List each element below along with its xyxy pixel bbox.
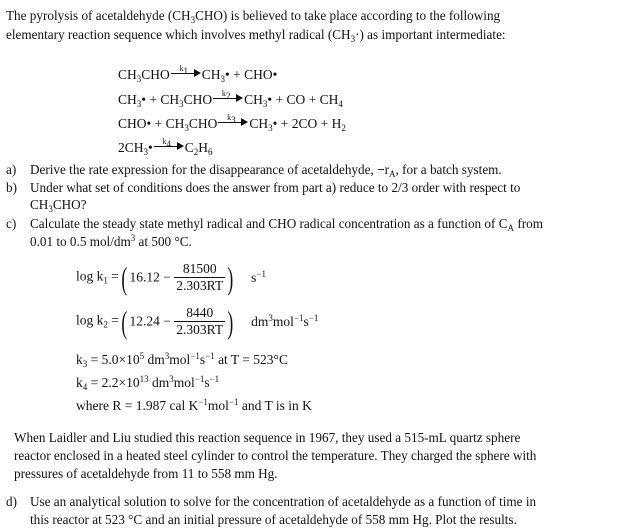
- intro-line-1: The pyrolysis of acetaldehyde $(CH_3CHO)$ is believed to take place according to the following: [6, 8, 501, 25]
- laidler-line-1: When Laidler and Liu studied this reaction sequence in 1967, they used a 515-mL quartz sphere: [14, 430, 521, 445]
- question-c-line-2: 0.01 to 0.5 mol/$dm^3$ at 500 °C.: [30, 233, 192, 249]
- equation-where: where R = 1.987 cal $K^{-1}mol^{-1}$ and T is in K: [76, 397, 312, 413]
- question-c-label: c): [6, 216, 17, 231]
- fraction-k2: $\frac{8440}{2.303RT}$: [176, 305, 224, 337]
- equation-k4: $k_4 = 2.2\times 10^{13}$ $dm^3mol^{-1}s^{-1}$: [76, 374, 220, 392]
- reaction-1: $CH_3CHO$ $k_1$ $CH_3•$ + CHO•: [118, 64, 278, 84]
- question-d-line-1: Use an analytical solution to solve for the concentration of acetaldehyde as a function of time in: [30, 494, 537, 509]
- equation-k3: $k_3 = 5.0\times 10^5$ $dm^3mol^{-1}s^{-1}$ at T = 523°C: [76, 351, 288, 369]
- question-a: Derive the rate expression for the disappearance of acetaldehyde, $-r_A$, for a batch system.: [30, 162, 502, 179]
- question-b-line-1: Under what set of conditions does the answer from part a) reduce to 2/3 order with respect to: [30, 180, 521, 195]
- equation-log-k1: $\log k_1$ =( 16.12 − $\frac{81500}{2.303RT}$ ) $s^{-1}$: [76, 259, 266, 296]
- reaction-3: CHO• + $CH_3CHO$ $k_3$ $CH_3• + 2CO + H_2$: [118, 113, 346, 133]
- question-d-line-2: this reactor at 523 °C and an initial pressure of acetaldehyde of 558 mm Hg. Plot the results.: [30, 512, 517, 527]
- question-c-line-1: Calculate the steady state methyl radical and CHO radical concentration as a function of $C_A$ from: [30, 216, 543, 233]
- equation-log-k2: $\log k_2$ =( 12.24 − $\frac{8440}{2.303RT}$ ) $dm^3mol^{-1}s^{-1}$: [76, 303, 319, 340]
- laidler-line-2: reactor enclosed in a heated steel cylinder to control the temperature. They charged the sphere with: [14, 448, 537, 463]
- reaction-4: $2CH_3•$ $k_4$ $C_2H_6$: [118, 137, 213, 157]
- reaction-2: $CH_3• + CH_3CHO$ $k_2$ $CH_3•$ + CO + $CH_4$: [118, 89, 343, 109]
- question-d-label: d): [6, 494, 17, 509]
- question-b-label: b): [6, 180, 17, 195]
- reaction-arrow-2: $k_2$: [213, 93, 243, 103]
- question-b-line-2: $CH_3CHO$?: [30, 197, 87, 214]
- reaction-arrow-1: $k_1$: [171, 68, 201, 78]
- laidler-line-3: pressures of acetaldehyde from 11 to 558 mm Hg.: [14, 466, 278, 481]
- question-a-label: a): [6, 162, 17, 177]
- reaction-arrow-4: $k_4$: [154, 141, 184, 151]
- intro-line-2: elementary reaction sequence which involves methyl radical $(CH_3\cdot)$ as important intermediate:: [6, 27, 506, 44]
- reaction-arrow-3: $k_3$: [218, 117, 248, 127]
- fraction-k1: $\frac{81500}{2.303RT}$: [176, 261, 224, 293]
